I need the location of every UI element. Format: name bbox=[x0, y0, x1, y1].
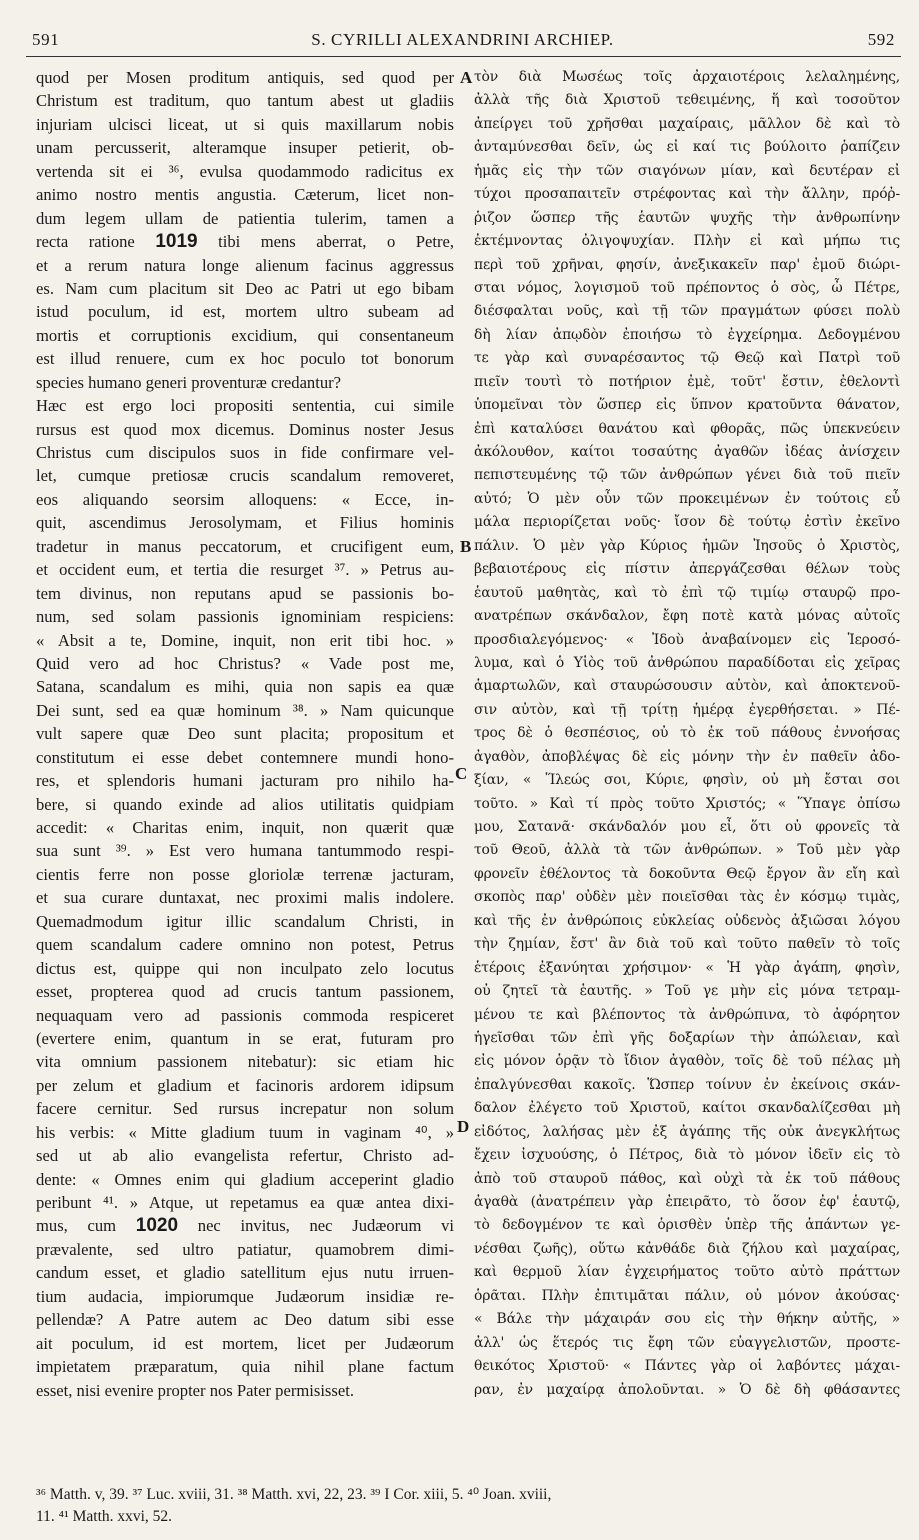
text-line: Christus cum discipulos suos in fide confirmare vel- bbox=[36, 443, 454, 462]
text-line: es. Nam cum placitum sit Deo ac Patri ut ego bibam bbox=[36, 278, 454, 298]
text-line: τοῦτο. » Καὶ τί πρὸς τοῦτο Χριστός; « Ὕπαγε ὀπίσω bbox=[474, 795, 900, 812]
text-line: « Βάλε τὴν μάχαιράν σου εἰς τὴν θήκην αὐτῆς, » bbox=[474, 1311, 900, 1328]
text-line: σιν αὐτὸν, καὶ τῇ τρίτῃ ἡμέρᾳ ἐγερθήσεται. » Πέ- bbox=[474, 701, 900, 718]
text-line: Dei sunt, sed ea quæ hominum ³⁸. » Nam quicunque bbox=[36, 700, 454, 720]
text-line: Hæc est ergo loci propositi sententia, cui simile bbox=[36, 396, 454, 416]
text-line: constitutum ei esse debet contemnere mundi hono- bbox=[36, 747, 454, 767]
latin-column bbox=[36, 66, 454, 1402]
text-line: ait poculum, id est mortem, licet per Judæorum bbox=[36, 1333, 454, 1353]
text-line: μάλα περιορίζεται νοῦς· ἴσον δὲ τούτῳ ἐστὶν ἐκεῖνο bbox=[474, 514, 900, 531]
text-line: ἐκτέμνοντας ὀλιγοψυχίαν. Πλὴν εἰ καὶ μήπω τις bbox=[474, 233, 900, 250]
margin-letter-c: C bbox=[455, 764, 468, 783]
text-line: καὶ τῆς ἐν ἀνθρώποις εὐκλείας οὐδενὸς ἀξιῶσαι λόγου bbox=[474, 912, 900, 929]
text-line: esset, nisi evenire propter nos Pater permisisset. bbox=[36, 1380, 354, 1400]
text-line: quit, ascendimus Jerosolymam, et Filius hominis bbox=[36, 513, 454, 533]
text-line: tradetur in manus peccatorum, et crucifigent eum, bbox=[36, 536, 454, 556]
line-text: tibi mens aberrat, o Petre, bbox=[218, 232, 454, 252]
text-line: ἀλλὰ τῆς διὰ Χριστοῦ τεθειμένης, ἥ καὶ τοσοῦτον bbox=[474, 92, 900, 109]
text-line: ἑτέροις ἐξανύηται χρήσιμον· « Ἡ γὰρ ἀγάπη, φησὶν, bbox=[474, 959, 900, 976]
text-line: est illud renuere, cum ex hoc poculo tot bonorum bbox=[36, 349, 454, 369]
text-line bbox=[36, 1214, 454, 1237]
text-line: σται νόμος, λογισμοῦ τοῦ πρέποντος ὁ σὸς, ὦ Πέτρε, bbox=[474, 279, 900, 296]
text-line: bere, si quando exinde ad alios utilitatis quidpiam bbox=[36, 794, 454, 814]
text-line: sua sunt ³⁹. » Est vero humana tantummodo respi- bbox=[36, 841, 454, 861]
text-line: Quid vero ad hoc Christus? « Vade post me, bbox=[36, 653, 454, 673]
text-line: eos aliquando seorsim alloquens: « Ecce, in- bbox=[36, 489, 454, 509]
text-line: et occident eum, et tertia die resurget ³⁷. » Petrus au- bbox=[36, 560, 454, 580]
text-line: ἀνταμύνεσθαι δεῖν, ὡς εἰ καί τις βούλοιτο ῥαπίζειν bbox=[474, 139, 900, 156]
text-line: τὴν ζημίαν, ἔστ' ἂν διὰ τοῦ καὶ τοῦτο παθεῖν τὸ τοῖς bbox=[474, 936, 900, 953]
running-title: S. CYRILLI ALEXANDRINI ARCHIEP. bbox=[311, 30, 614, 49]
text-line: νέσθαι ζωῆς), οὕτω κἀνθάδε διὰ ζήλου καὶ μαχαίρας, bbox=[474, 1240, 900, 1257]
text-line: σκοπὸς παρ' οὐδὲν μὲν ποιεῖσθαι τὰς ἐν κόσμῳ τιμὰς, bbox=[474, 889, 900, 906]
text-line: quem scandalum cadere omnino non potest, Petrus bbox=[36, 935, 454, 955]
text-line: ἀπὸ τοῦ σταυροῦ πάθος, καὶ οὐχὶ τὰ ἐκ τοῦ πάθους bbox=[474, 1170, 900, 1187]
text-line: ἀλλ' ὡς ἕτερός τις ἔφη τῶν εὐαγγελιστῶν, προστε- bbox=[474, 1334, 900, 1351]
text-line: Christum est traditum, quo tantum abest ut gladiis bbox=[36, 91, 454, 111]
column-number: 1020 bbox=[135, 1215, 179, 1237]
text-line: ξίαν, « Ἵλεώς σοι, Κύριε, φησὶν, οὐ μὴ ἔσται σοι bbox=[474, 772, 900, 789]
text-line: et sua curare duntaxat, nec proximi malis indolere. bbox=[36, 888, 454, 908]
text-line: μου, Σατανᾶ· σκάνδαλόν μου εἶ, ὅτι οὐ φρονεῖς τὰ bbox=[474, 819, 900, 835]
text-line: his verbis: « Mitte gladium tuum in vaginam ⁴⁰, » bbox=[36, 1122, 454, 1142]
text-line: tem divinus, non reputans apud se passionis bo- bbox=[36, 583, 454, 603]
text-line: τὸ δεδογμένον τε καὶ ὁρισθὲν ὑπὲρ τῆς ἁπάντων γε- bbox=[474, 1217, 900, 1234]
text-line: πάλιν. Ὁ μὲν γὰρ Κύριος ἡμῶν Ἰησοῦς ὁ Χριστὸς, bbox=[474, 537, 900, 554]
text-line: nequaquam vero ad passionis commoda respiceret bbox=[36, 1005, 454, 1025]
text-line: φρονεῖν ἐθέλοντος τὰ δοκοῦντα Θεῷ ἔργον ἂν εἴη καὶ bbox=[474, 865, 900, 882]
margin-letter-b: B bbox=[460, 537, 472, 556]
text-line: cientis ferre non posse gloriolæ terrenæ jacturam, bbox=[36, 864, 454, 884]
header-rule bbox=[26, 56, 901, 57]
margin-letter-d: D bbox=[457, 1117, 470, 1136]
text-line: rursus est quod mox dicemus. Dominus noster Jesus bbox=[36, 419, 454, 439]
column-number: 1019 bbox=[155, 231, 198, 253]
text-line: per zelum et gladium et facinoris ardorem idipsum bbox=[36, 1075, 454, 1095]
text-line: res, et splendoris humani jacturam pro nihilo ha- bbox=[36, 771, 454, 791]
text-line: εἰς μόνον ὁρᾷν τὸ ἴδιον ἀγαθὸν, τοῖς δὲ τοῦ πέλας μὴ bbox=[474, 1053, 900, 1070]
page-number-right: 592 bbox=[867, 30, 895, 49]
text-line: impietatem præparatum, quia nihil plane factum bbox=[36, 1357, 454, 1377]
text-line: τε γὰρ καὶ συναρέσαντος τῷ Θεῷ καὶ Πατρὶ τοῦ bbox=[474, 350, 900, 367]
text-line: ἡμᾶς εἰς τὴν τῶν σιαγόνων μίαν, καὶ δευτέραν εἰ bbox=[474, 162, 900, 179]
text-line: esset, propterea quod ad crucis tantum passionem, bbox=[36, 982, 454, 1002]
text-line: ἐπὶ καταλύσει θανάτου καὶ φθορᾶς, πῶς ὑπεκνεύειν bbox=[474, 420, 900, 437]
text-line: prævalente, sed ultro patiatur, quamobrem dimi- bbox=[36, 1239, 454, 1259]
text-line: (evertere enim, quantum in se erat, futuram pro bbox=[36, 1028, 454, 1048]
text-line: τὸν διὰ Μωσέως τοῖς ἀρχαιοτέροις λελαλημένης, bbox=[474, 69, 900, 85]
text-line: προσδιαλεγόμενος· « Ἰδοὺ ἀναβαίνομεν εἰς Ἱεροσό- bbox=[474, 631, 900, 648]
text-line: num, sed solam passionis ignominiam respiciens: bbox=[36, 607, 454, 627]
page-number-left: 591 bbox=[32, 30, 60, 49]
text-line: let, cumque pretiosæ crucis scandalum removeret, bbox=[36, 466, 454, 486]
text-line: ἀκόλουθον, καίτοι τοσαύτης ἀγαθῶν ἰδέας ἀνίσχειν bbox=[474, 444, 900, 460]
text-line: vertenda sit ei ³⁶, evulsa quodammodo radicitus ex bbox=[36, 161, 454, 181]
text-line: οὐ ζητεῖ τὰ ἑαυτῆς. » Τοῦ γε μὴν εἰς μόνα τετραμ- bbox=[474, 983, 900, 1000]
text-line: quod per Mosen proditum antiquis, sed quod per bbox=[36, 68, 454, 87]
text-line: ὑπομεῖναι τὸν ὥσπερ εἰς ὕπνον κρατοῦντα θάνατον, bbox=[474, 397, 900, 414]
footnote-line: ³⁶ Matth. v, 39. ³⁷ Luc. xviii, 31. ³⁸ Matth. xvi, 22, 23. ³⁹ I Cor. xiii, 5. ⁴⁰ Joan. xviii, bbox=[36, 1486, 552, 1503]
text-line: unam percusserit, alteramque insuper petierit, ob- bbox=[36, 138, 454, 158]
text-line: ἐπαλγύνεσθαι κακοῖς. Ὥσπερ τοίνυν ἐν ἐκείνοις σκάν- bbox=[474, 1076, 900, 1093]
text-line: δαλον ἐλέγετο τοῦ Χριστοῦ, καίτοι σκανδαλίζεσθαι μὴ bbox=[474, 1100, 900, 1117]
margin-letter-a: A bbox=[460, 68, 473, 87]
text-line: facere cernitur. Sed rursus increpatur non solum bbox=[36, 1099, 454, 1119]
text-line: vult sapere quæ Deo sunt placita; propositum et bbox=[36, 724, 454, 744]
text-line: injuriam ulcisci liceat, ut si quis maxillarum nobis bbox=[36, 114, 454, 134]
text-line: Quemadmodum igitur illic scandalum Christi, in bbox=[36, 911, 454, 931]
text-line: εἰδότος, λαλήσας μὲν ἐξ ἀγάπης τῆς οὐκ ἀνεγκλήτως bbox=[474, 1123, 900, 1140]
text-line: et a rerum natura longe alienum facinus aggressus bbox=[36, 255, 454, 275]
line-text: recta ratione bbox=[36, 232, 135, 252]
text-line: animo nostro mentis angustia. Cæterum, licet non- bbox=[36, 185, 454, 205]
text-line: ἁμαρτωλῶν, καὶ σταυρώσουσιν αὐτὸν, καὶ ἀποκτενοῦ- bbox=[474, 678, 900, 695]
text-line: sed ut ab alio evangelista refertur, Christo ad- bbox=[36, 1146, 454, 1166]
text-line: τύχοι προσαπαιτεῖν στρέφοντας καὶ τὴν ἄλλην, πρόῤ- bbox=[474, 186, 900, 203]
text-line bbox=[36, 230, 454, 253]
text-line: αὐτό; Ὁ μὲν οὖν τῶν προκειμένων ἐν τούτοις εὖ bbox=[474, 490, 900, 507]
text-line: ῥιζον ὥσπερ τῆς ἑαυτῶν ψυχῆς τὴν ἀνθρωπίνην bbox=[474, 209, 900, 226]
text-line: ἀγαθὰ (ἀνατρέπειν γὰρ ἐπειρᾶτο, τὸ ὅσον ἐφ' ἑαυτῷ, bbox=[474, 1194, 900, 1210]
text-line: ἀπείργει τοῦ χρῆσθαι μαχαίραις, μᾶλλον δὲ καὶ τὸ bbox=[474, 115, 900, 132]
text-line: ὁρᾶται. Πλὴν ἐπιτιμᾶται πάλιν, οὐ μόνον ἀκούσας· bbox=[474, 1287, 900, 1304]
text-line: λυμα, καὶ ὁ Υἱὸς τοῦ ἀνθρώπου παραδίδοται εἰς χεῖρας bbox=[474, 654, 900, 671]
footnote-line: 11. ⁴¹ Matth. xxvi, 52. bbox=[36, 1508, 173, 1525]
text-line: ραν, ἐν μαχαίρᾳ ἀπολοῦνται. » Ὁ δὲ δὴ φθάσαντες bbox=[474, 1381, 900, 1398]
text-line: dictus est, quippe qui non inculpato zelo locutus bbox=[36, 958, 454, 978]
text-line: ἔχειν ἰσχυούσης, ὁ Πέτρος, διὰ τὸ μόνον ἰδεῖν εἰς τὸ bbox=[474, 1147, 900, 1164]
text-line: θεικότος Χριστοῦ· « Πάντες γὰρ οἱ λαβόντες μάχαι- bbox=[474, 1358, 900, 1375]
text-line: candum esset, et gladio satellitum ejus nutu irruen- bbox=[36, 1263, 454, 1283]
text-line: accedit: « Charitas enim, inquit, non quærit quæ bbox=[36, 818, 454, 837]
text-line: πιεῖν τουτὶ τὸ ποτήριον ἐμὲ, τοῦτ' ἔστιν, ἐθελοντὶ bbox=[474, 373, 900, 390]
text-line: dum legem ullam de patientia tulerim, tamen a bbox=[36, 208, 454, 228]
text-line: βεβαιοτέρους εἰς πίστιν ἀπεργάζεσθαι θέλων τοὺς bbox=[474, 561, 900, 578]
text-line: καὶ θερμοῦ λίαν ἐγχειρήματος τοῦτο αὐτὸ πράττων bbox=[474, 1264, 900, 1281]
text-line: dente: « Omnes enim qui gladium acceperint gladio bbox=[36, 1169, 454, 1189]
text-line: πεπιστευμένης τῷ τῶν ἀνθρώπων γένει διὰ τοῦ πιεῖν bbox=[474, 467, 900, 484]
text-line: pellendæ? A Patre autem ac Deo datum sibi esse bbox=[36, 1310, 454, 1330]
text-line: ανατρέπων σκάνδαλον, ἔφη ποτὲ κατὰ μόνας αὐτοῖς bbox=[474, 608, 900, 625]
text-line: vita omnium passionem nitebatur): sic etiam hic bbox=[36, 1052, 454, 1072]
text-line: διέσφαλται νοῦς, καὶ τῇ τῶν πραγμάτων φύσει πολὺ bbox=[474, 303, 900, 320]
line-text: nec invitus, nec Judæorum vi bbox=[197, 1216, 454, 1236]
text-line: tium audacia, impiorumque Judæorum insidiæ re- bbox=[36, 1286, 454, 1306]
text-line: mortis et corruptionis excidium, qui consentaneum bbox=[36, 325, 454, 345]
footnotes bbox=[36, 1484, 899, 1528]
greek-column bbox=[474, 66, 900, 1402]
text-line: peribunt ⁴¹. » Atque, ut repetamus ea quæ antea dixi- bbox=[36, 1193, 454, 1212]
text-line: μένου τε καὶ βλέποντος τὰ ἀνθρώπινα, τὸ ἀφόρητον bbox=[474, 1006, 900, 1023]
page-header bbox=[24, 30, 901, 56]
text-line: δὴ λίαν ἀπῳδὸν ἐποιήσω τὸ ἐγχείρημα. Δεδογμένου bbox=[474, 326, 900, 343]
text-line: « Absit a te, Domine, inquit, non erit tibi hoc. » bbox=[36, 630, 454, 650]
text-line: ἡγεῖσθαι τῶν ἐπὶ γῆς δοξαρίων τὴν ἀπώλειαν, καὶ bbox=[474, 1029, 900, 1046]
text-line: istud poculum, id est, mortem ultro subeam ad bbox=[36, 302, 454, 322]
line-text: mus, cum bbox=[36, 1216, 117, 1236]
text-line: Satana, scandalum es mihi, quia non sapis ea quæ bbox=[36, 677, 454, 697]
text-line: περὶ τοῦ χρῆναι, φησίν, ἀνεξικακεῖν παρ' ἐμοῦ διώρι- bbox=[474, 256, 900, 273]
text-line: ἑαυτοῦ μαθητὰς, καὶ τὸ ἐπὶ τῷ τιμίῳ σταυρῷ προ- bbox=[474, 584, 900, 601]
text-line: τοῦ Θεοῦ, ἀλλὰ τὰ τῶν ἀνθρώπων. » Τοῦ μὲν γὰρ bbox=[474, 842, 900, 859]
text-line: τρος δὲ ὁ θεσπέσιος, οὐ τὸ ἐκ τοῦ πάθους ἐννοήσας bbox=[474, 725, 900, 742]
text-line: species humano generi proventuræ credantur? bbox=[36, 372, 342, 392]
text-line: ἀγαθὸν, ἀποβλέψας δὲ εἰς μόνην τὴν ἐν παθεῖν ἀδο- bbox=[474, 748, 900, 765]
